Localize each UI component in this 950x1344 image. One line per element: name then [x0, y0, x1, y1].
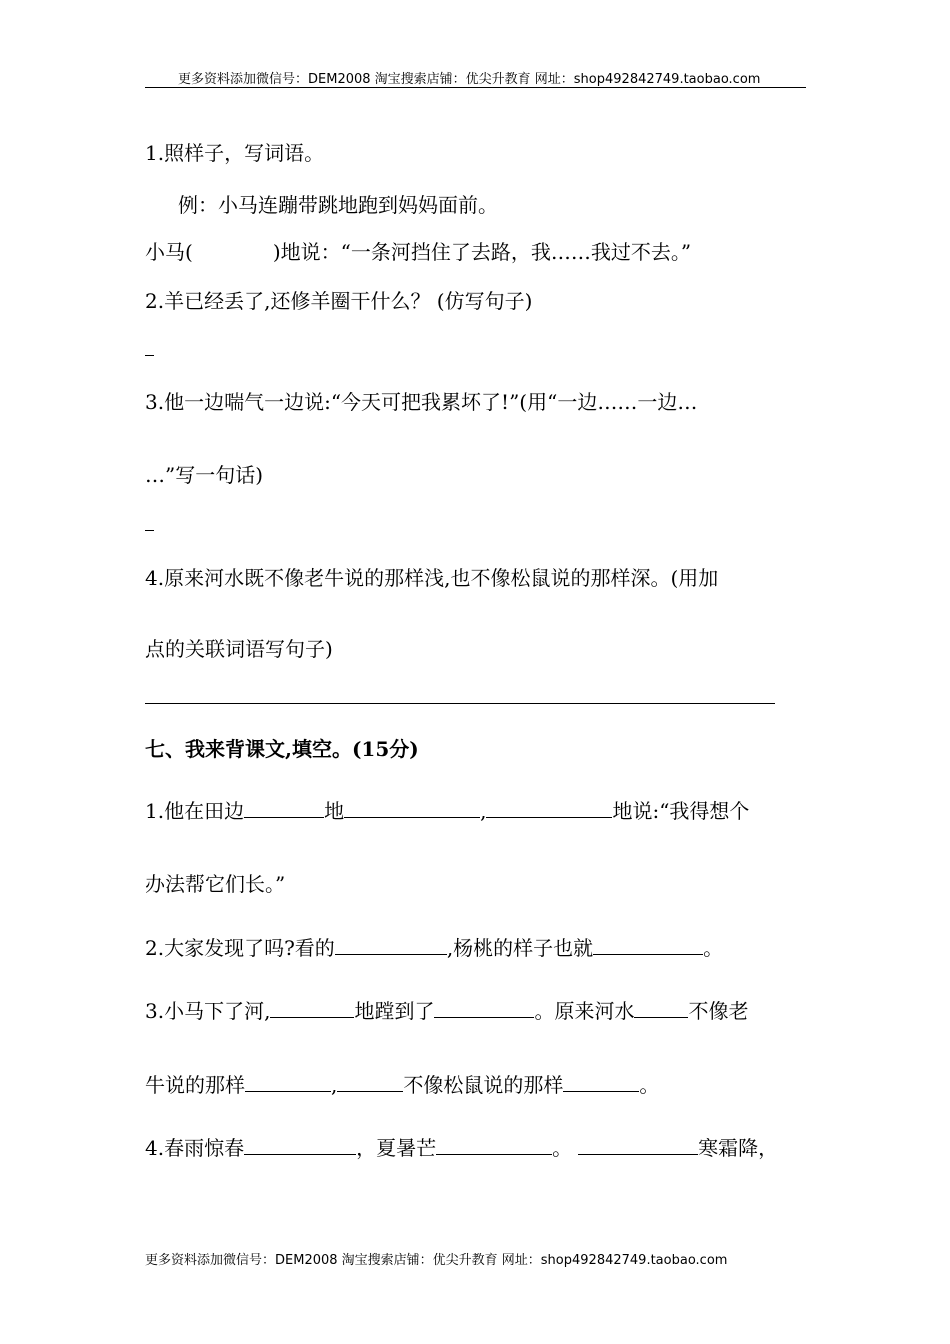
q1-example: 例：小马连蹦带跳地跑到妈妈面前。 [178, 193, 498, 217]
q4-line2: 点的关联词语写句子) [145, 637, 333, 661]
s7-q3-text-c: 。原来河水 [534, 999, 635, 1023]
s7-q1-text-b: 地 [324, 799, 345, 823]
s7-q3-blank-1[interactable] [270, 999, 354, 1018]
q1-line-start: 小马( [145, 240, 193, 264]
s7-q1-blank-3[interactable] [486, 799, 612, 818]
s7-q4-text-d: 寒霜降， [698, 1136, 779, 1160]
s7-q3-text-h: 。 [639, 1073, 660, 1097]
s7-q1-blank-1[interactable] [244, 799, 324, 818]
s7-q2-text-b: ,杨桃的样子也就 [446, 936, 594, 960]
q3-line2: …”写一句话) [145, 463, 264, 487]
s7-q2-line [145, 936, 723, 960]
s7-q1-text-d: 地说:“我得想个 [612, 799, 750, 823]
s7-q2-text-c: 。 [703, 936, 724, 960]
s7-q4-blank-2[interactable] [436, 1136, 552, 1155]
s7-q1-line2: 办法帮它们长。” [145, 872, 286, 896]
header-divider [145, 87, 806, 88]
s7-q3-text-f: , [331, 1073, 338, 1097]
s7-q3-blank-6[interactable] [563, 1073, 639, 1092]
q1-title: 1.照样子，写词语。 [145, 141, 325, 165]
q1-line-end: )地说：“一条河挡住了去路，我……我过不去。” [272, 240, 692, 264]
section7-title: 七、我来背课文,填空。(15分) [145, 737, 419, 761]
s7-q2-blank-1[interactable] [335, 936, 447, 955]
s7-q3-blank-3[interactable] [634, 999, 688, 1018]
s7-q3-text-g: 不像松鼠说的那样 [403, 1073, 564, 1097]
s7-q4-blank-3[interactable] [578, 1136, 698, 1155]
q2-answer-line[interactable] [145, 355, 154, 356]
s7-q1-text-a: 1.他在田边 [145, 799, 245, 823]
s7-q1-line1 [145, 799, 749, 823]
s7-q3-blank-4[interactable] [245, 1073, 331, 1092]
s7-q4-text-a: 4.春雨惊春 [145, 1136, 245, 1160]
s7-q1-blank-2[interactable] [344, 799, 480, 818]
s7-q4-line [145, 1136, 778, 1160]
q4-answer-line[interactable] [145, 703, 775, 704]
q3-line1: 3.他一边喘气一边说:“今天可把我累坏了!”(用“一边……一边… [145, 390, 698, 414]
page-header: 更多资料添加微信号：DEM2008 淘宝搜索店铺：优尖升教育 网址：shop492842749.taobao.com [178, 72, 761, 87]
q3-answer-line[interactable] [145, 530, 154, 531]
s7-q3-blank-2[interactable] [434, 999, 534, 1018]
s7-q3-text-a: 3.小马下了河, [145, 999, 271, 1023]
s7-q2-blank-2[interactable] [593, 936, 703, 955]
q4-line1: 4.原来河水既不像老牛说的那样浅,也不像松鼠说的那样深。(用加 [145, 566, 719, 590]
s7-q3-text-b: 地蹚到了 [354, 999, 435, 1023]
s7-q3-line2 [145, 1073, 659, 1097]
page-footer: 更多资料添加微信号：DEM2008 淘宝搜索店铺：优尖升教育 网址：shop492842749.taobao.com [145, 1253, 728, 1268]
s7-q2-text-a: 2.大家发现了吗?看的 [145, 936, 335, 960]
s7-q4-text-c: 。 [552, 1136, 573, 1160]
s7-q3-blank-5[interactable] [337, 1073, 403, 1092]
q1-answer-line [145, 240, 691, 264]
s7-q3-line1 [145, 999, 748, 1023]
s7-q3-text-e: 牛说的那样 [145, 1073, 245, 1097]
q2-text: 2.羊已经丢了,还修羊圈干什么？ (仿写句子) [145, 289, 533, 313]
s7-q3-text-d: 不像老 [688, 999, 749, 1023]
s7-q4-text-b: ，夏暑芒 [356, 1136, 437, 1160]
s7-q1-text-c: , [480, 799, 487, 823]
s7-q4-blank-1[interactable] [244, 1136, 356, 1155]
